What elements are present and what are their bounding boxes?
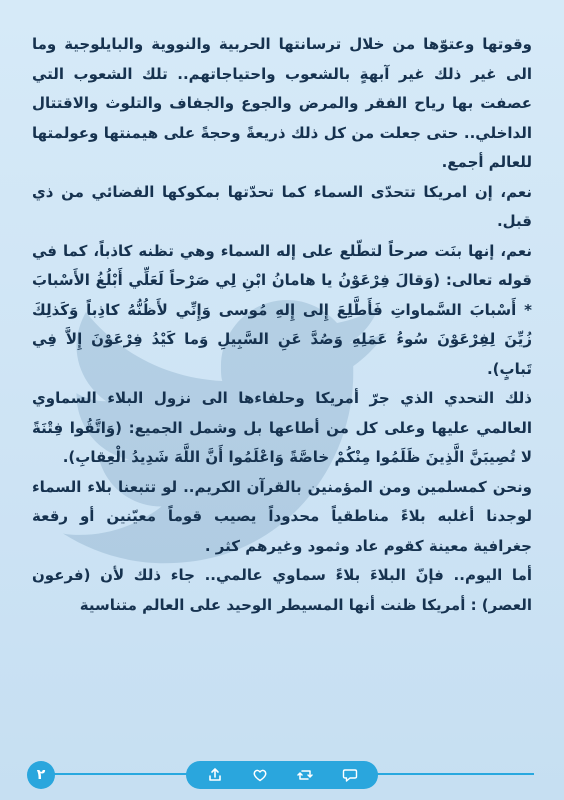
page-number: ٢ <box>27 761 55 789</box>
social-action-bar <box>186 761 378 789</box>
paragraph: أما اليوم.. فإنّ البلاءَ بلاءً سماوي عالمي.. جاء ذلك لأن (فرعون العصر) : أمريكا ظنت أنها المسيطر الوحيد على العالم متناسية <box>32 566 532 614</box>
reply-icon[interactable] <box>342 767 358 783</box>
paragraph: ونحن كمسلمين ومن المؤمنين بالقرآن الكريم.. لو تتبعنا بلاء السماء لوجدنا أغلبه بلاءً مناطقياً محدوداً يصيب قوماً معيّنين أو رقعة جغرافية معينة كقوم عاد وثمود وغيرهم كثر . <box>32 477 532 555</box>
article-text <box>32 30 532 620</box>
paragraph: ذلك التحدي الذي جرّ أمريكا وحلفاءها الى نزول البلاء السماوي العالمي عليها وعلى كل من أطاعها بل وشمل الجميع: (وَاتَّقُوا فِتْنَةً لا تُصِيبَنَّ الَّذِينَ ظَلَمُوا مِنْكُمْ خاصَّةً وَاعْلَمُوا أَنَّ اللَّهَ شَدِيدُ الْعِقابِ). <box>32 389 532 466</box>
retweet-icon[interactable] <box>297 767 313 783</box>
heart-icon[interactable] <box>252 767 268 783</box>
share-icon[interactable] <box>207 767 223 783</box>
paragraph: وقوتها وعتوّها من خلال ترسانتها الحربية والنووية والبايلوجية وما الى غير ذلك غير آبهةٍ بالشعوب واحتياجاتهم.. تلك الشعوب التي عصفت بها رياح الفقر والمرض والجوع والجفاف والتلوث والاقتتال الداخلي.. حتى جعلت من كل ذلك ذريعةً وحجةً على هيمنتها وعولمتها للعالم أجمع. <box>32 35 532 171</box>
paragraph: نعم، إنها بنَت صرحاً لتطّلع على إله السماء وهي تظنه كاذباً، كما في قوله تعالى: (وَقالَ فِرْعَوْنُ يا هامانُ ابْنِ لِي صَرْحاً لَعَلِّي أَبْلُغُ الأَسْبابَ * أَسْبابَ السَّماواتِ فَأَطَّلِعَ إِلى إِلهِ مُوسى وَإِنِّي لأَظُنُّهُ كاذِباً وَكَذلِكَ زُيِّنَ لِفِرْعَوْنَ سُوءُ عَمَلِهِ وَصُدَّ عَنِ السَّبِيلِ وَما كَيْدُ فِرْعَوْنَ إِلاَّ فِي تَبابٍ). <box>32 241 532 378</box>
paragraph: نعم، إن امريكا تتحدّى السماء كما تحدّتها بمكوكها الفضائي من ذي قبل. <box>32 182 532 230</box>
